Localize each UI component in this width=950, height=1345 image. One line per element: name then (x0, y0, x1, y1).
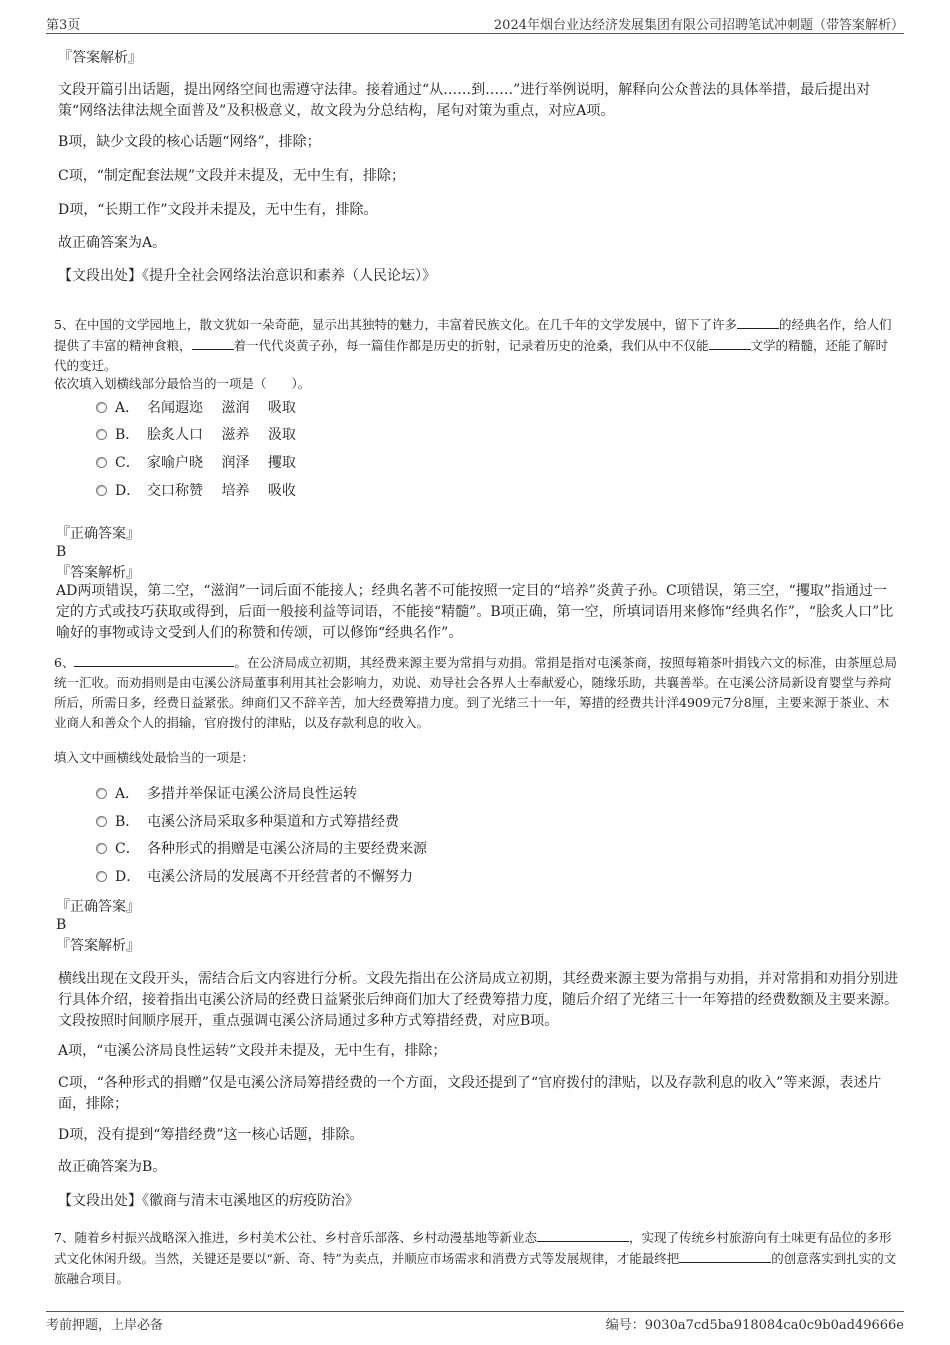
q5-answer: B (56, 544, 67, 560)
q4-source: 【文段出处】《提升全社会网络法治意识和素养（人民论坛）》 (58, 268, 436, 284)
q6-analysis-paragraph: 横线出现在文段开头，需结合后文内容进行分析。文段先指出在公济局成立初期，其经费来源主要为常捐与劝捐，并对常捐和劝捐分别进行具体介绍，接着指出屯溪公济局的经费日益紧张后绅商们加大了经费筹措力度，随后介绍了光绪三十一年筹措的经费数额及主要来源。文段按照时间顺序展开，重点强调屯溪公济局通过多种方式筹措经费，对应B项。 (58, 971, 898, 1029)
q5-stem-part1: 5、在中国的文学园地上，散文犹如一朵奇葩，显示出其独特的魅力，丰富着民族文化。在几千年的文学发展中，留下了许多 (54, 317, 737, 332)
q7-blank-1 (537, 1227, 629, 1242)
option-label: D． (115, 483, 141, 499)
radio-icon[interactable] (96, 871, 107, 882)
option-text: 屯溪公济局采取多种渠道和方式筹措经费 (147, 814, 399, 830)
q6-analysis-option-d: D项，没有提到“筹措经费”这一核心话题，排除。 (58, 1127, 364, 1143)
q6-analysis-option-a: A项，“屯溪公济局良性运转”文段并未提及，无中生有，排除； (58, 1043, 447, 1059)
footer-rule (46, 1311, 904, 1312)
option-label: D． (115, 869, 141, 885)
q4-analysis-label: 『答案解析』 (58, 50, 142, 66)
q5-blank-2 (192, 335, 234, 350)
q5-analysis-label: 『答案解析』 (56, 565, 140, 581)
q5-prompt: 依次填入划横线部分最恰当的一项是（ ）。 (54, 376, 311, 391)
radio-icon[interactable] (96, 788, 107, 799)
q6-blank (74, 652, 234, 667)
q5-option-c[interactable] (96, 451, 296, 473)
option-label: B． (115, 427, 140, 443)
q5-stem-part2: 的经典名 (778, 317, 829, 332)
q6-conclusion: 故正确答案为B。 (58, 1159, 167, 1175)
document-title: 2024年烟台业达经济发展集团有限公司招聘笔试冲刺题（带答案解析） (493, 18, 904, 33)
q5-stem-part3: 作，给人们提供了丰富的精神食粮， (54, 317, 892, 353)
q6-analysis-label: 『答案解析』 (56, 938, 140, 954)
q7-stem-part1: 7、随着乡村振兴战略深入推进，乡村美术公社、乡村音乐部落、乡村动漫基地等新业态 (54, 1230, 537, 1245)
radio-icon[interactable] (96, 485, 107, 496)
q5-analysis: AD两项错误，第二空，“滋润”一词后面不能接人；经典名著不可能按照一定目的“培养”炎黄子孙。C项错误，第三空，“攫取”指通过一定的方式或技巧获取或得到，后面一般接利益等词语，不能接“精髓”。B项正确，第一空，所填词语用来修饰“经典名作”，“脍炙人口”比喻好的事物或诗文受到人们的称赞和传颂，可以修饰“经典名作”。 (56, 583, 894, 641)
q5-option-d[interactable] (96, 479, 296, 501)
q5-blank-3 (709, 335, 751, 350)
option-text: 交口称赞 培养 吸收 (147, 483, 296, 499)
q7-stem (54, 1227, 899, 1289)
option-text: 脍炙人口 滋养 汲取 (147, 427, 296, 443)
radio-icon[interactable] (96, 457, 107, 468)
option-text: 多措并举保证屯溪公济局良性运转 (147, 786, 357, 802)
q4-analysis-paragraph: 文段开篇引出话题，提出网络空间也需遵守法律。接着通过“从……到……”进行举例说明，解释向公众普法的具体举措，最后提出对策“网络法律法规全面普及”及积极意义，故文段为分总结构，尾句对策为重点，对应A项。 (58, 82, 871, 119)
q5-stem-part5: 文学 (750, 338, 776, 353)
radio-icon[interactable] (96, 429, 107, 440)
radio-icon[interactable] (96, 843, 107, 854)
q5-blank-1 (737, 314, 779, 329)
option-label: B． (115, 814, 140, 830)
q6-source: 【文段出处】《徽商与清末屯溪地区的疠疫防治》 (58, 1193, 359, 1209)
q6-answer: B (56, 917, 67, 933)
q5-stem-part6: 的精髓，还能了解时代的变迁。 (54, 338, 889, 373)
q6-prompt: 填入文中画横线处最恰当的一项是： (54, 750, 255, 765)
q6-answer-label: 『正确答案』 (56, 899, 140, 915)
q6-number: 6、 (54, 655, 75, 670)
footer-slogan: 考前押题，上岸必备 (46, 1318, 164, 1333)
q5-stem-part4: 着一代代炎黄子孙，每一篇佳作都是历史的折射，记录着历史的沧桑，我们从中不仅能 (233, 338, 709, 353)
option-label: A． (115, 400, 140, 416)
q5-answer-label: 『正确答案』 (56, 526, 140, 542)
q4-analysis-option-c: C项，“制定配套法规”文段并未提及，无中生有，排除； (58, 168, 406, 184)
option-label: A． (115, 786, 140, 802)
q6-option-d[interactable] (96, 865, 413, 887)
radio-icon[interactable] (96, 816, 107, 827)
q4-conclusion: 故正确答案为A。 (58, 235, 167, 251)
q7-stem-part2: ，实现了传统乡村旅游向有土味更有品位的多形式文化休闲升级。当然，关键还是要以“新、奇、特”为卖点，并顺应市场需求和消费方式等发展规律，才能最终把 (54, 1230, 892, 1266)
q7-blank-2 (679, 1248, 771, 1263)
radio-icon[interactable] (96, 402, 107, 413)
option-text: 名闻遐迩 滋润 吸取 (147, 400, 296, 416)
option-text: 家喻户晓 润泽 攫取 (147, 455, 296, 471)
option-text: 屯溪公济局的发展离不开经营者的不懈努力 (147, 869, 413, 885)
option-label: C． (115, 455, 140, 471)
q7-stem-part3: 的创意落实到扎实的文旅融合项目。 (54, 1251, 897, 1286)
header-rule (46, 33, 904, 34)
q5-stem (54, 314, 899, 376)
footer-serial: 编号：9030a7cd5ba918084ca0c9b0ad49666e (605, 1318, 904, 1333)
option-text: 各种形式的捐赠是屯溪公济局的主要经费来源 (147, 841, 427, 857)
q6-option-a[interactable] (96, 782, 357, 804)
q5-option-b[interactable] (96, 423, 296, 445)
q5-option-a[interactable] (96, 396, 296, 418)
q6-stem-text: 。在公济局成立初期，其经费来源主要为常捐与劝捐。常捐是指对屯溪茶商，按照每箱茶叶捐钱六文的标准，由茶厘总局统一汇收。而劝捐则是由屯溪公济局董事利用其社会影响力，劝说、劝导社会各界人士奉献爱心，随缘乐助，共襄善举。在屯溪公济局新设育婴堂与养疴所后，所需日多，经费日益紧张。绅商们又不辞辛苦，加大经费筹措力度。到了光绪三十一年，筹措的经费共计洋4909元7分8厘，主要来源于茶业、木业商人和善众个人的捐输，官府拨付的津贴，以及存款利息的收入。 (54, 655, 897, 730)
q4-analysis-option-d: D项，“长期工作”文段并未提及，无中生有，排除。 (58, 202, 378, 218)
q6-option-b[interactable] (96, 810, 399, 832)
page-number: 第3页 (46, 18, 81, 33)
q6-option-c[interactable] (96, 837, 427, 859)
q6-analysis-option-c: C项，“各种形式的捐赠”仅是屯溪公济局筹措经费的一个方面，文段还提到了“官府拨付的津贴，以及存款利息的收入”等来源，表述片面，排除； (58, 1075, 882, 1112)
option-label: C． (115, 841, 140, 857)
q6-stem (54, 652, 899, 733)
q4-analysis-option-b: B项，缺少文段的核心话题“网络”，排除； (58, 134, 321, 150)
